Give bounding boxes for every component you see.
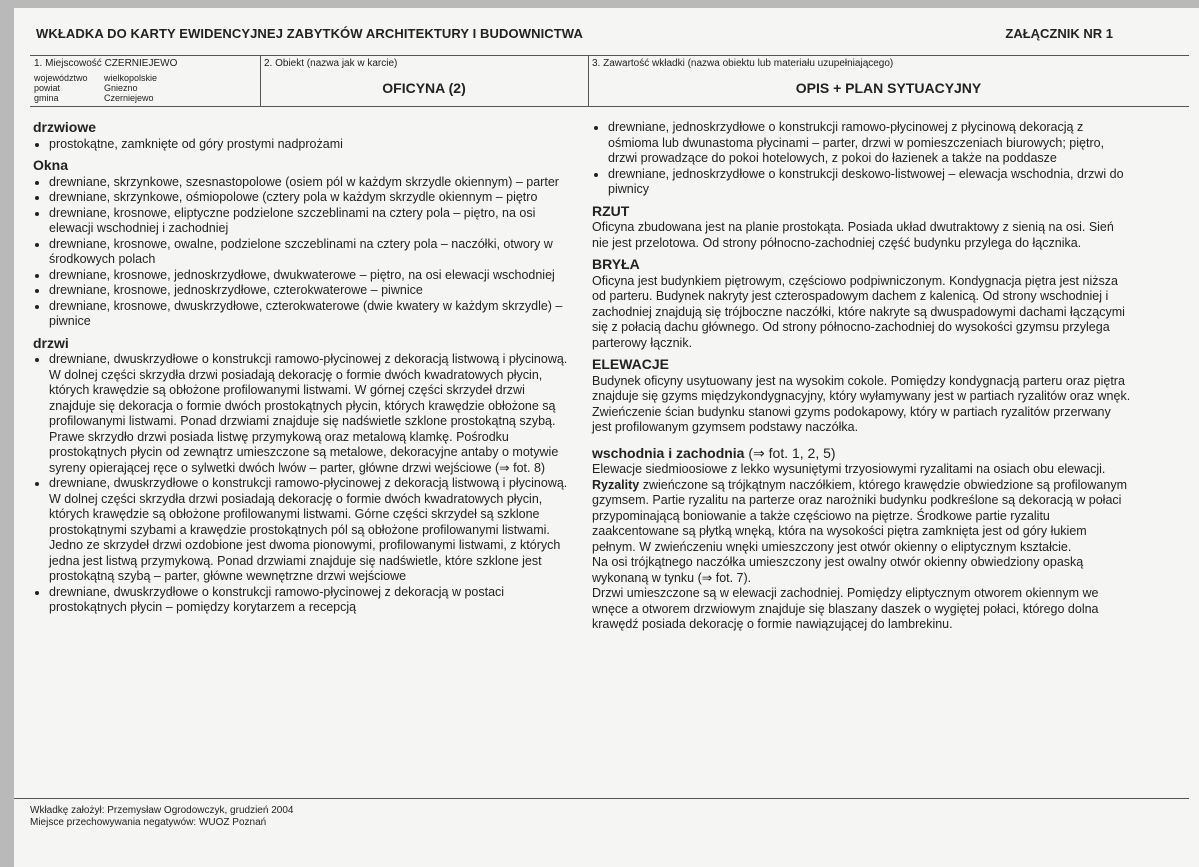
section-heading-east-west xyxy=(592,446,1132,462)
list-item: • drewniane, jednoskrzydłowe o konstrukcji deskowo-listwowej – elewacja wschodnia, drzwi do piwnicy xyxy=(608,167,1132,198)
doors-list-continued xyxy=(592,120,1132,198)
list-item: • drewniane, dwuskrzydłowe o konstrukcji ramowo-płycinowej z dekoracją w postaci prostokątnych płycin – pomiędzy korytarzem a recepcją xyxy=(49,585,573,616)
list-item: • drewniane, krosnowe, owalne, podzielone szczeblinami na cztery pola – naczółki, otwory w środkowych polach xyxy=(49,237,573,268)
massing-text: Oficyna jest budynkiem piętrowym, częściowo podpiwniczonym. Kondygnacja piętra jest niższa od parteru. Budynek nakryty jest czterospadowym dachem z kalenicą. Od strony wschodniej i zachodniej znajdują się trójboczne naczółki, które nakryte są dwuspadowymi dachami łączącymi się z połacią dachu głównego. Od strony północno-zachodniej do wysokości gzymsu przylega parterowy łącznik. xyxy=(592,273,1125,350)
label-voivodeship: województwo xyxy=(34,73,88,83)
list-item: • drewniane, krosnowe, eliptyczne podzielone szczeblinami na cztery pola – piętro, na osi elewacji wschodniej i zachodniej xyxy=(49,206,573,237)
list-item: • drewniane, dwuskrzydłowe o konstrukcji ramowo-płycinowej z dekoracją listwową i płycinową. W dolnej części skrzydła drzwi posiadają dekorację o formie dwóch kwadratowych płycin, których krawędzie są obłożone profilowanymi listwami. Górne części skrzydeł są szklone prostokątnymi szybami a krawędzie prostokątnych pól są obłożone profilowanymi listwami. Jedno ze skrzydeł drzwi ozdobione jest dwoma pionowymi, profilowanymi listwami, z których jedna jest listwą przymykową. Ponad drzwiami znajduje się nadświetle, które szklone jest prostokątną szybą – parter, główne wewnętrzne drzwi wejściowe xyxy=(49,476,573,585)
object-box xyxy=(260,56,589,106)
contents-box xyxy=(588,56,1189,106)
page-title: WKŁADKA DO KARTY EWIDENCYJNEJ ZABYTKÓW ARCHITEKTURY I BUDOWNICTWA xyxy=(36,26,583,41)
annex-label: ZAŁĄCZNIK NR 1 xyxy=(1005,26,1113,41)
list-item: • prostokątne, zamknięte od góry prostymi nadprożami xyxy=(49,137,573,153)
door-openings-list xyxy=(33,137,573,153)
section-heading-plan: RZUT xyxy=(592,202,630,219)
value-voivodeship: wielkopolskie xyxy=(104,73,158,83)
negatives-location-line: Miejsce przechowywania negatywów: WUOZ Poznań xyxy=(30,817,267,828)
elevations-text: Budynek oficyny usytuowany jest na wysokim cokole. Pomiędzy kondygnacją parteru oraz piętra znajduje się gzyms międzykondygnacyjny, który wyłamywany jest w partiach ryzalitów oraz wnęk. Zwieńczenie ścian budynku stanowi gzyms podokapowy, który w partiach ryzalitów przerwany jest profilowanym gzymsem podstawy naczółka. xyxy=(592,373,1131,434)
location-box xyxy=(30,56,261,106)
section-heading-doors: drzwi xyxy=(33,334,69,351)
risalits-text: zwieńczone są trójkątnym naczółkiem, którego krawędzie obwiedzione są profilowanym gzymsem. Partie ryzalitu na parterze oraz narożniki budynku podkreślone są dekoracją w połaci przypominającą boniowanie a także częściowo na piętrze. Środkowe partie ryzalitu zaakcentowane są płytką wnęką, która na wysokości piętra zamknięta jest od góry łukiem pełnym. W zwieńczeniu wnęki umieszczony jest otwór okienny o eliptycznym kształcie. xyxy=(592,477,1127,554)
risalits-bold: Ryzality xyxy=(592,477,640,492)
location-grid xyxy=(34,73,224,103)
divider-header xyxy=(30,106,1189,107)
section-heading-door-openings: drzwiowe xyxy=(33,119,97,135)
east-west-title: wschodnia i zachodnia xyxy=(592,444,745,461)
doors-list xyxy=(33,352,573,616)
list-item: • drewniane, jednoskrzydłowe o konstrukcji ramowo-płycinowej z płycinową dekoracją z ośmioma lub dwunastoma płycinami – parter, drzwi w pomieszczeniach biurowych; piętro, drzwi prowadzące do pokoi hotelowych, z pokoi do łazienek a także na poddasze xyxy=(608,120,1132,167)
value-county: Gniezno xyxy=(104,83,138,93)
windows-list xyxy=(33,175,573,330)
gable-window-paragraph: Na osi trójkątnego naczółka umieszczony jest owalny otwór okienny obwiedziony opaską wykonaną w tynku (⇒ fot. 7). xyxy=(592,555,1084,585)
list-item: • drewniane, skrzynkowe, ośmiopolowe (cztery pola w każdym skrzydle okiennym – piętro xyxy=(49,190,573,206)
list-item: • drewniane, dwuskrzydłowe o konstrukcji ramowo-płycinowej z dekoracją listwową i płycinową. W dolnej części skrzydła drzwi posiadają dekorację o formie dwóch kwadratowych płycin, których krawędzie są obłożone profilowanymi listwami. W górnej części skrzydeł drzwi znajduje się dekoracja o formie dwóch prostokątnych płycin, których krawędzie obłożone są profilowanymi listwami. Ponad drzwiami znajduje się nadświetle szklone prostokątną szybą. Prawe skrzydło drzwi posiada listwę przymykową oraz metalową klamkę. Pośrodku prostokątnych płycin od zewnątrz umieszczone są metalowe, dekoracyjne antaby o motywie syreny opierającej ręce o sylwetki dwóch lwów – parter, główne drzwi wejściowe (⇒ fot. 8) xyxy=(49,352,573,476)
left-column xyxy=(33,120,573,616)
author-line: Wkładkę założył: Przemysław Ogrodowczyk, grudzień 2004 xyxy=(30,805,294,816)
right-column xyxy=(592,120,1132,633)
east-west-photo-ref: (⇒ fot. 1, 2, 5) xyxy=(748,444,836,461)
list-item: • drewniane, skrzynkowe, szesnastopolowe (osiem pól w każdym skrzydle okiennym) – parter xyxy=(49,175,573,191)
object-name: OFICYNA (2) xyxy=(382,80,466,96)
location-title: 1. Miejscowość CZERNIEJEWO xyxy=(34,58,178,69)
object-label: 2. Obiekt (nazwa jak w karcie) xyxy=(264,58,398,69)
list-item: • drewniane, krosnowe, dwuskrzydłowe, czterokwaterowe (dwie kwatery w każdym skrzydle) – piwnice xyxy=(49,299,573,330)
value-commune: Czerniejewo xyxy=(104,93,154,103)
divider-footer xyxy=(14,798,1189,799)
list-item: • drewniane, krosnowe, jednoskrzydłowe, czterokwaterowe – piwnice xyxy=(49,283,573,299)
section-heading-windows: Okna xyxy=(33,157,69,173)
contents-value: OPIS + PLAN SYTUACYJNY xyxy=(795,80,982,96)
contents-label: 3. Zawartość wkładki (nazwa obiektu lub materiału uzupełniającego) xyxy=(592,58,894,69)
east-west-paragraph: Elewacje siedmioosiowe z lekko wysuniętymi trzyosiowymi ryzalitami na osiach obu elewacji. xyxy=(592,462,1106,476)
label-county: powiat xyxy=(34,83,61,93)
plan-text: Oficyna zbudowana jest na planie prostokąta. Posiada układ dwutraktowy z sienią na osi. Sień nie jest przelotowa. Od strony północno-zachodniej część budynku przylega do łącznika. xyxy=(592,220,1114,250)
risalits-paragraph xyxy=(592,478,1132,556)
section-heading-elevations: ELEWACJE xyxy=(592,356,670,372)
list-item: • drewniane, krosnowe, jednoskrzydłowe, dwukwaterowe – piętro, na osi elewacji wschodniej xyxy=(49,268,573,284)
section-heading-massing: BRYŁA xyxy=(592,256,640,272)
footer xyxy=(14,805,293,829)
label-commune: gmina xyxy=(34,93,59,103)
door-canopy-paragraph: Drzwi umieszczone są w elewacji zachodniej. Pomiędzy eliptycznym otworem okiennym we wnęce a otworem drzwiowym znajduje się blaszany daszek o wygiętej połaci, którego dolna krawędź posiada dekorację o formie nawiązującej do lambrekinu. xyxy=(592,586,1099,631)
